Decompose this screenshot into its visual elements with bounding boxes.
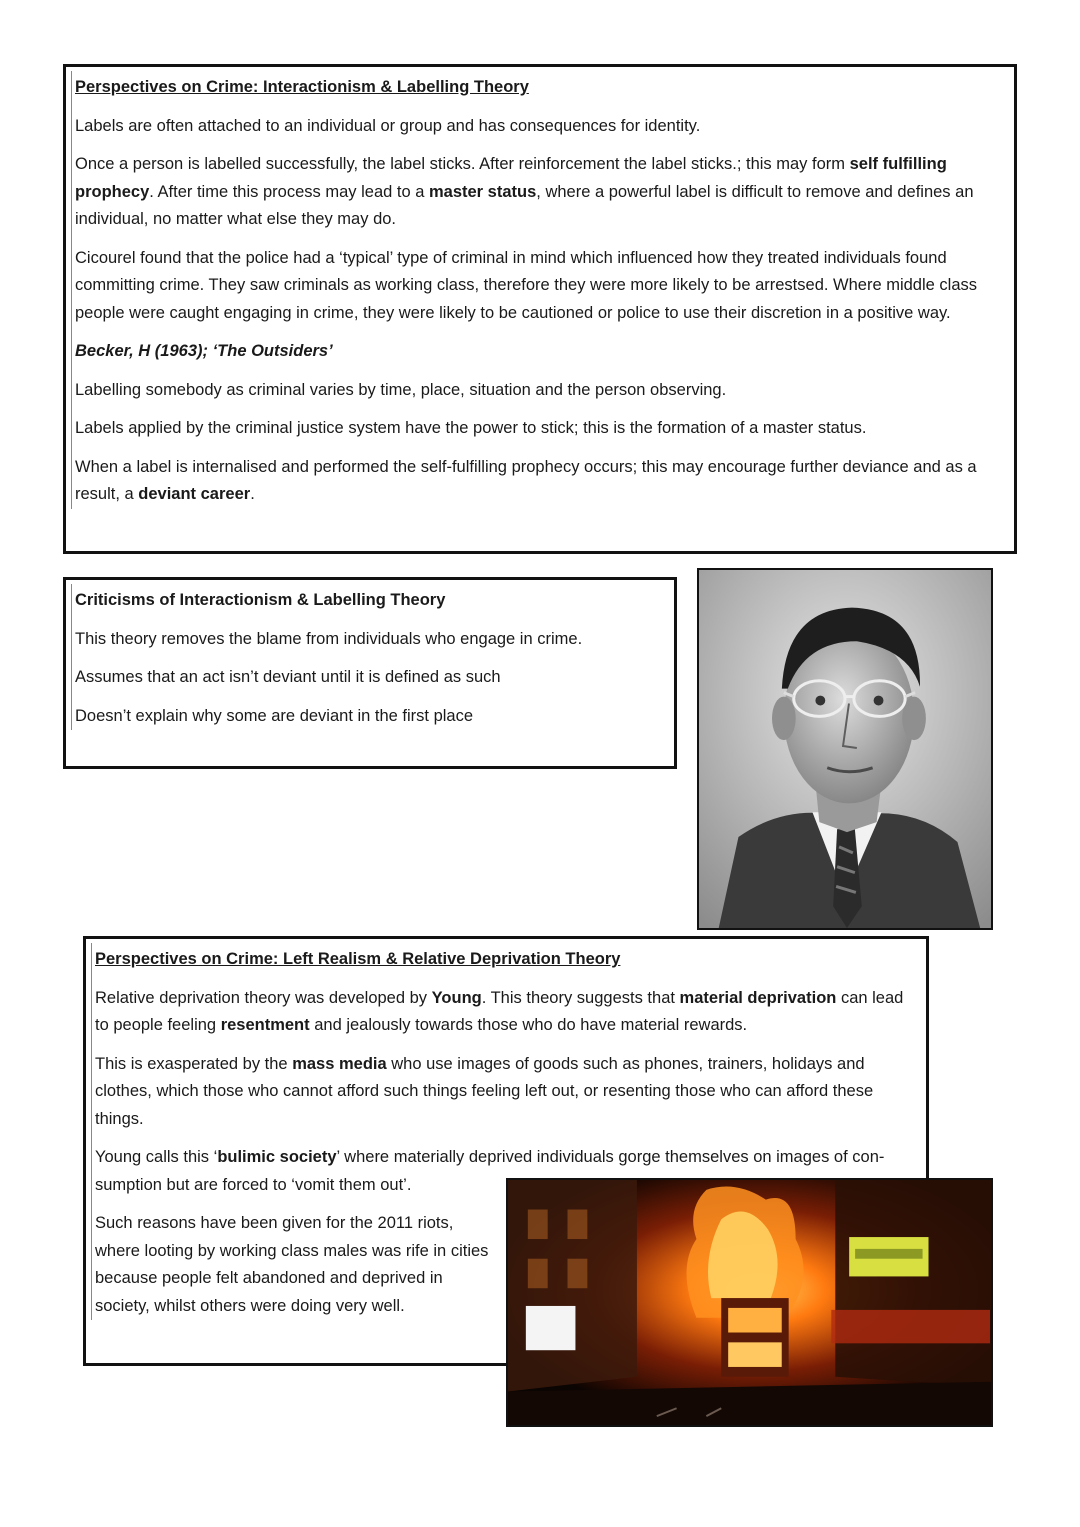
text-segment: and jealously towards those who do have material rewards.: [309, 1016, 748, 1034]
left-realism-heading: Perspectives on Crime: Left Realism & Relative Deprivation Theory: [95, 950, 621, 968]
interactionism-paragraph-3: Cicourel found that the police had a ‘typical’ type of criminal in mind which influenced how they treated individuals found committing crime. They saw criminals as working class, therefore they were more likely to be arrestsed. Where middle class people were caught engaging in crime, they were likely to be cautioned or police to use their discretion in a positive way.: [75, 248, 978, 322]
interactionism-section: [63, 64, 1017, 554]
criticism-point-2: Assumes that an act isn’t deviant until it is defined as such: [75, 668, 501, 686]
criticisms-heading: Criticisms of Interactionism & Labelling Theory: [75, 591, 446, 609]
criticism-point-1: This theory removes the blame from individuals who engage in crime.: [75, 629, 583, 648]
left-realism-paragraph-4: Such reasons have been given for the 2011 riots, where looting by working class males was rife in cities because people felt abandoned and deprived in society, whilst others were doing very well.: [95, 1214, 489, 1315]
text-segment: .: [250, 485, 255, 503]
riot-photo-graphic: [508, 1180, 991, 1425]
text-segment: Young calls this ‘: [95, 1148, 218, 1166]
interactionism-paragraph-5: Labels applied by the criminal justice system have the power to stick; this is the formation of a master status.: [75, 419, 867, 437]
text-segment: Once a person is labelled successfully, the label sticks. After reinforcement the label sticks.; this may form: [75, 155, 850, 173]
becker-reference: Becker, H (1963); ‘The Outsiders’: [75, 342, 333, 360]
text-segment: ’ where materially deprived individuals gorge themselves on images of con-sumption but are forced to ‘vomit them out’.: [95, 1148, 885, 1194]
bold-term: master status: [428, 182, 537, 201]
bold-term: bulimic society: [217, 1148, 337, 1166]
bold-term: deviant career: [138, 485, 251, 503]
interactionism-paragraph-6: [72, 451, 1014, 509]
criticisms-content: [71, 584, 674, 730]
text-segment: , where a powerful label is difficult to remove and defines an individual, no matter what else they may do.: [75, 182, 974, 228]
text-segment: Relative deprivation theory was developed by: [95, 988, 432, 1007]
text-segment: When a label is internalised and performed the self-fulfilling prophecy occurs; this may encourage further deviance and as a result, a: [75, 457, 977, 503]
interactionism-paragraph-2: [72, 148, 1014, 234]
text-segment: . This theory suggests that: [481, 988, 680, 1007]
interactionism-content: [71, 71, 1014, 509]
criticism-point-3: Doesn’t explain why some are deviant in the first place: [75, 706, 474, 725]
bold-term: self fulfilling prophecy: [75, 155, 947, 201]
interactionism-heading: Perspectives on Crime: Interactionism & Labelling Theory: [75, 78, 529, 96]
text-segment: who use images of goods such as phones, trainers, holidays and clothes, which those who cannot afford such things feeling left out, or resenting those who can afford these things.: [95, 1054, 874, 1128]
bold-term: material deprivation: [679, 988, 837, 1007]
bold-term: mass media: [292, 1054, 387, 1073]
left-realism-paragraph-1: [92, 982, 926, 1040]
riot-photo: [506, 1178, 993, 1427]
portrait-photo-graphic: [699, 570, 991, 928]
interactionism-paragraph-1: Labels are often attached to an individual or group and has consequences for identity.: [75, 116, 701, 135]
interactionism-paragraph-4: Labelling somebody as criminal varies by time, place, situation and the person observing.: [75, 380, 727, 399]
portrait-photo: [697, 568, 993, 930]
text-segment: . After time this process may lead to a: [149, 182, 429, 201]
left-realism-paragraph-2: [92, 1048, 926, 1134]
text-segment: This is exasperated by the: [95, 1054, 293, 1073]
bold-term: resentment: [220, 1016, 310, 1034]
text-segment: can lead to people feeling: [95, 988, 904, 1034]
bold-term: Young: [431, 988, 482, 1007]
criticisms-section: [63, 577, 677, 769]
